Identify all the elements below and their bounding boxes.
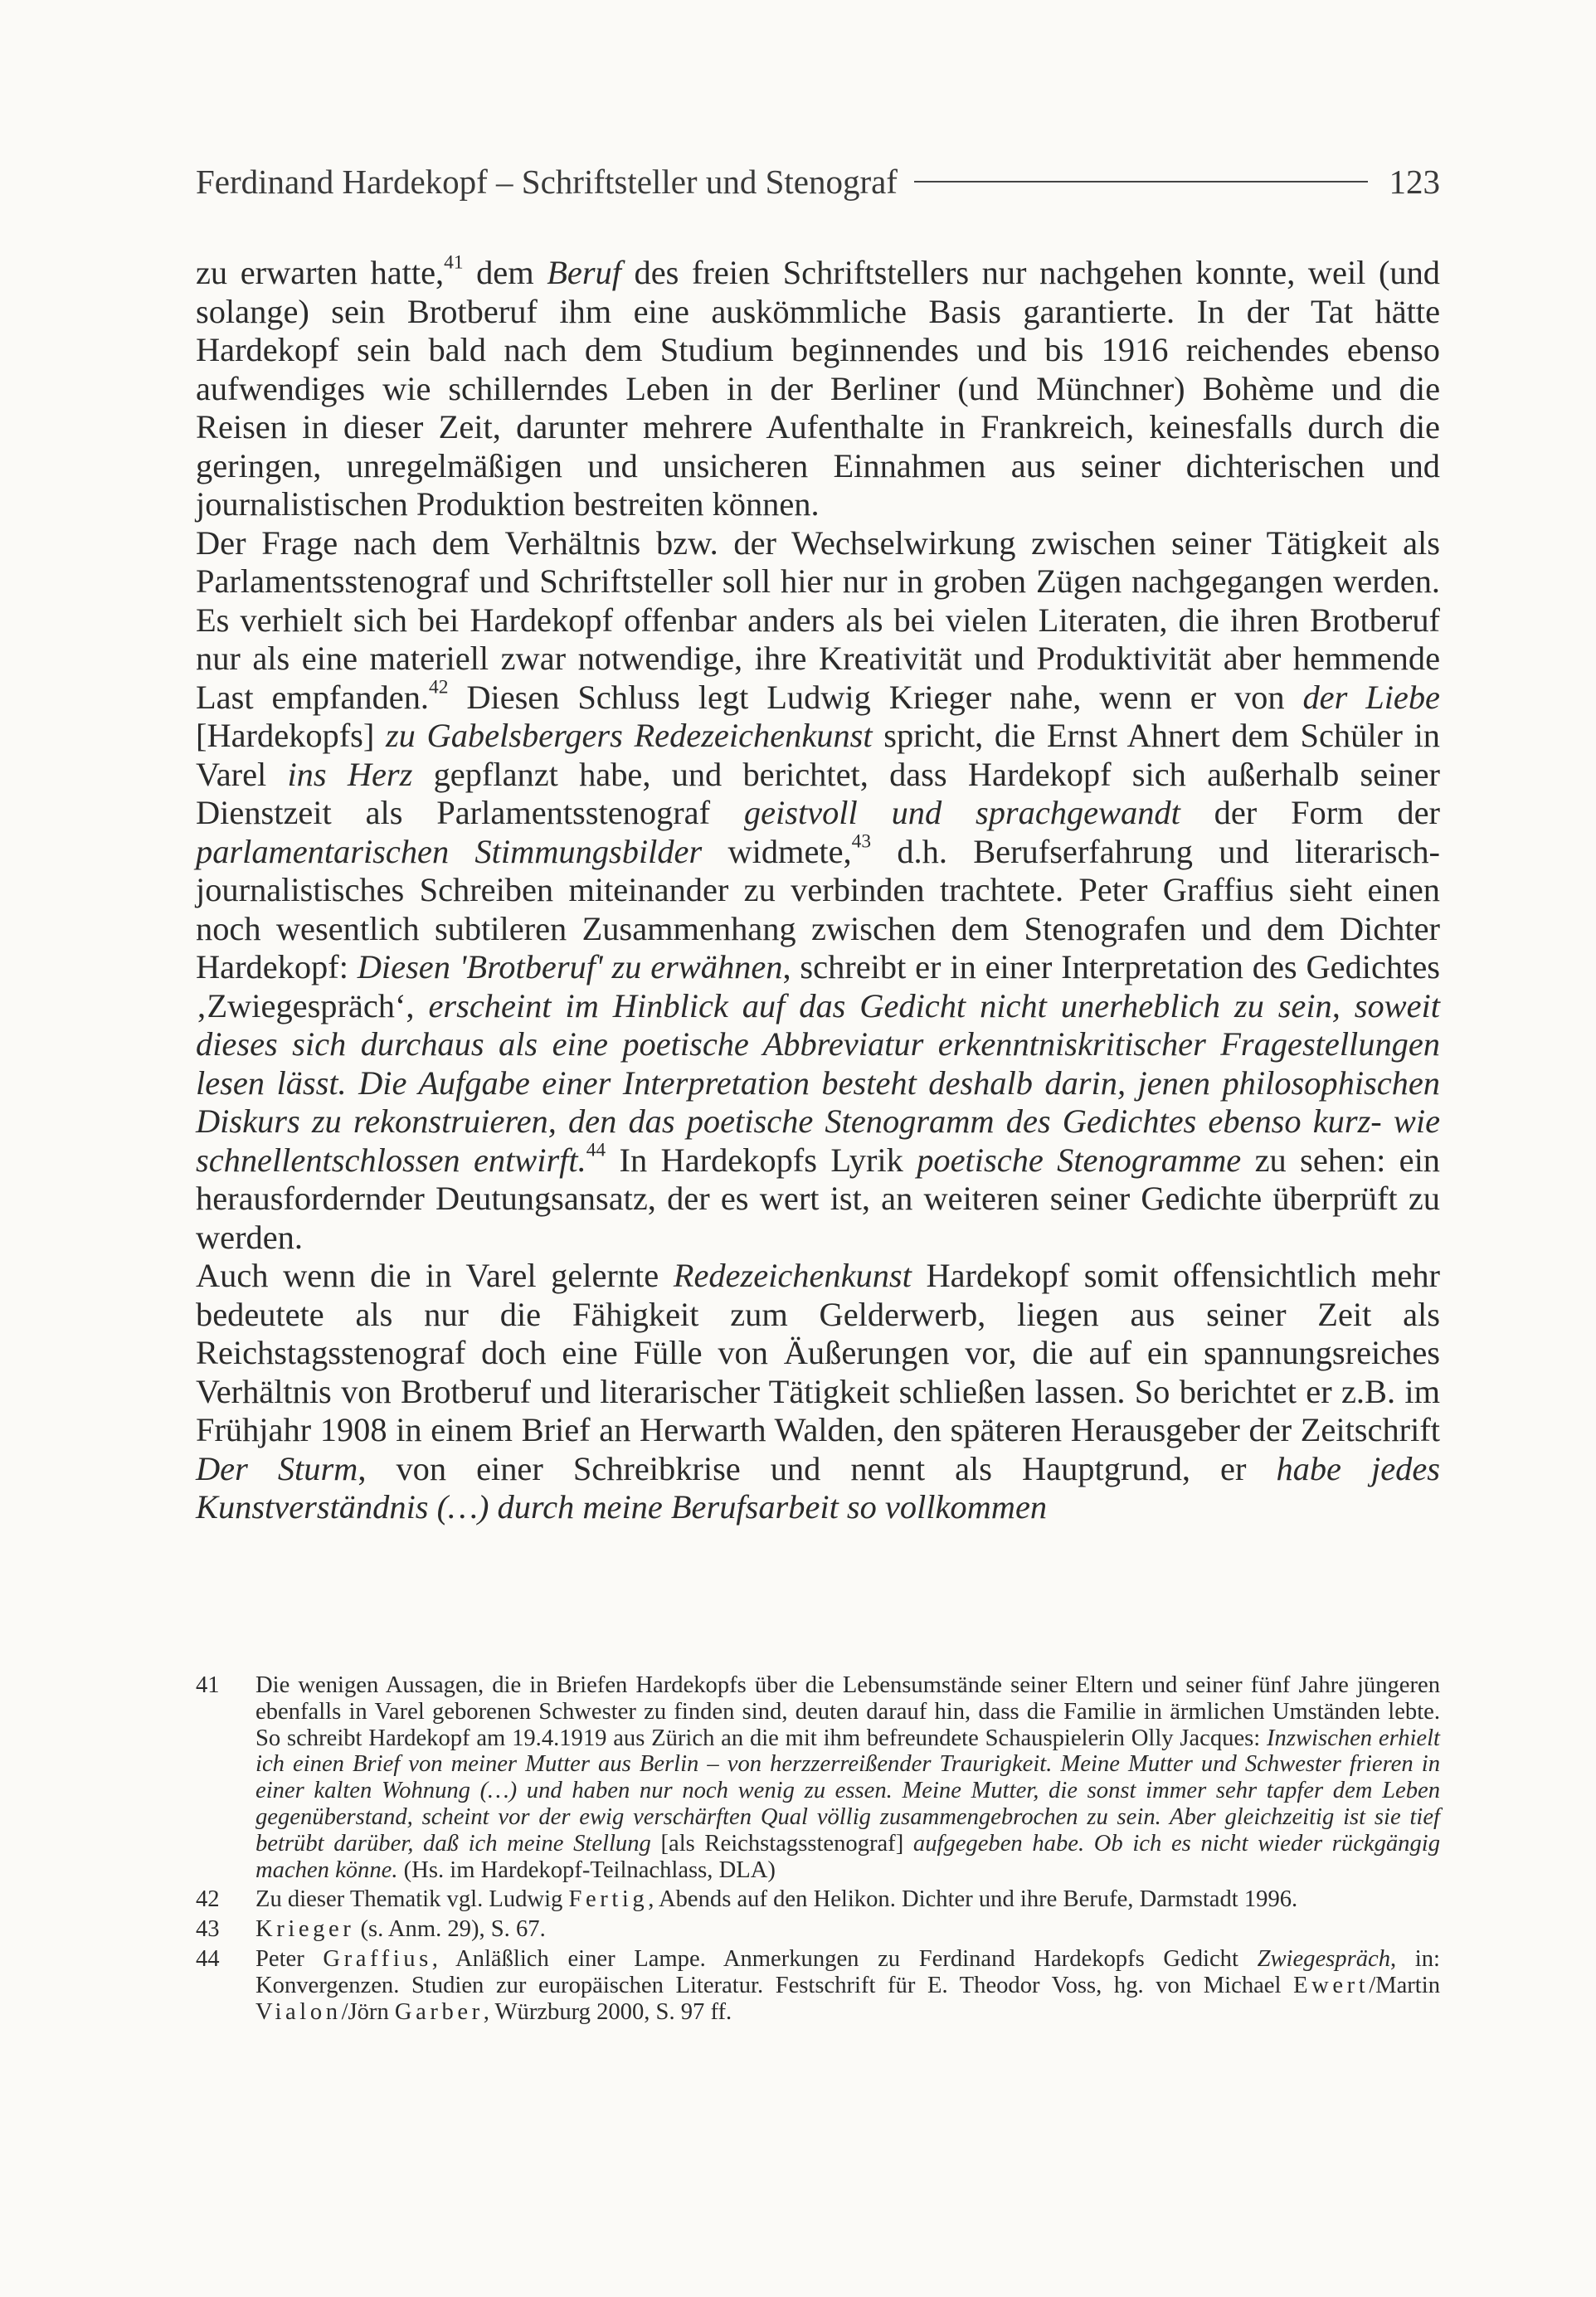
text-run: [Hardekopfs] — [196, 717, 386, 754]
italic-text: zu Gabelsbergers Redezeichenkunst — [385, 717, 873, 754]
italic-text: Diesen 'Brotberuf' zu erwähnen — [357, 948, 783, 985]
paragraph — [196, 251, 1440, 524]
footnote — [196, 1946, 1440, 2025]
footnote-text — [255, 1916, 1440, 1943]
text-run: , schreibt er in einer Interpretation des Gedichtes ‚Zwiegespräch‘, — [196, 948, 1440, 1024]
text-run: Krieger — [255, 1916, 355, 1943]
italic-text: poetische Stenogramme — [917, 1141, 1242, 1179]
text-run: /Martin — [1369, 1972, 1440, 1998]
text-run: /Jörn — [341, 1998, 395, 2025]
text-run: der Form der — [1180, 794, 1441, 831]
footnote-ref: 44 — [586, 1138, 606, 1161]
text-run: widmete, — [702, 832, 852, 870]
text-run: , Würzburg 2000, S. 97 ff. — [483, 1998, 732, 2025]
text-run: Graffius — [323, 1945, 432, 1972]
text-run: Zu dieser Thematik vgl. Ludwig — [255, 1886, 569, 1913]
text-run: , von einer Schreibkrise und nennt als Hauptgrund, er — [358, 1449, 1277, 1487]
italic-text: ins Herz — [287, 755, 413, 793]
text-run: dem — [463, 254, 547, 291]
text-run: gepflanzt habe, und berichtet, dass Hardekopf sich außerhalb seiner Dienstzeit als Parlamentsstenograf — [196, 755, 1440, 831]
header-rule — [914, 181, 1368, 182]
text-run: Diesen Schluss legt Ludwig Krieger nahe, wenn er von — [448, 678, 1303, 716]
text-run: Ewert — [1293, 1972, 1370, 1998]
text-run: d.h. Berufserfahrung und literarisch-journalistisches Schreiben miteinander zu verbinden trachtete. Peter Graffius sieht einen noch wesentlich subtileren Zusammenhang zwischen dem Stenografen und dem Dichter Hardekopf: — [196, 832, 1440, 985]
footnotes — [196, 1672, 1440, 2028]
footnote-number: 42 — [196, 1886, 220, 1913]
paragraph — [196, 524, 1440, 1258]
italic-text: erscheint im Hinblick auf das Gedicht nicht unerheblich zu sein, soweit dieses sich durchaus als eine poetische Abbreviatur erkenntniskritischer Fragestellungen lesen lässt. Die Aufgabe einer Interpretation besteht deshalb darin, jenen philosophischen Diskurs zu rekonstruieren, den das poetische Stenogramm des Gedichtes ebenso kurz- wie schnellentschlossen entwirft. — [196, 986, 1440, 1179]
italic-text: parlamentarischen Stimmungsbilder — [196, 832, 703, 870]
text-run: , Abends auf den Helikon. Dichter und ihre Berufe, Darmstadt 1996. — [648, 1886, 1298, 1913]
text-run: zu erwarten hatte, — [196, 254, 445, 291]
footnote-text — [255, 1886, 1440, 1913]
footnote — [196, 1916, 1440, 1943]
text-run: Hardekopf somit offensichtlich mehr bedeutete als nur die Fähigkeit zum Gelderwerb, liegen aus seiner Zeit als Reichstagsstenograf doch eine Fülle von Äußerungen vor, die auf ein spannungsreiches Verhältnis von Brotberuf und literarischer Tätigkeit schließen lassen. So berichtet er z.B. im Frühjahr 1908 in einem Brief an Herwarth Walden, den späteren Herausgeber der Zeitschrift — [196, 1257, 1440, 1448]
footnote-ref: 43 — [851, 830, 872, 852]
footnote-text — [255, 1672, 1440, 1883]
footnote-number: 44 — [196, 1945, 220, 1972]
text-run: Die wenigen Aussagen, die in Briefen Hardekopfs über die Lebensumstände seiner Eltern und seiner fünf Jahre jüngeren ebenfalls in Varel geborenen Schwester zu finden sind, deuten darauf hin, dass die Familie in ärmlichen Umständen lebte. So schreibt Hardekopf am 19.4.1919 aus Zürich an die mit ihm befreundete Schauspielerin Olly Jacques: — [255, 1672, 1440, 1751]
running-header — [196, 157, 1440, 207]
footnote — [196, 1672, 1440, 1883]
text-run: spricht, die Ernst Ahnert dem Schüler in Varel — [196, 717, 1440, 793]
italic-text: aufgegeben habe. Ob ich es nicht wieder rückgängig machen könne. — [255, 1830, 1440, 1883]
text-run: [als Reichstagsstenograf] — [650, 1830, 913, 1857]
text-run: (s. Anm. 29), S. 67. — [354, 1916, 546, 1943]
italic-text: Der Sturm — [196, 1449, 358, 1487]
italic-text: Redezeichenkunst — [673, 1257, 912, 1294]
italic-text: habe jedes Kunstverständnis (…) durch meine Berufsarbeit so vollkommen — [196, 1449, 1440, 1526]
footnote-text — [255, 1946, 1440, 2025]
text-run: Vialon — [255, 1998, 342, 2025]
italic-text: Inzwischen erhielt ich einen Brief von meiner Mutter aus Berlin – von herzzerreißender Traurigkeit. Meine Mutter und Schwester frieren in einer kalten Wohnung (…) und haben nur noch wenig zu essen. Meine Mutter, die sonst immer sehr tapfer dem Leben gegenüberstand, scheint vor der ewig verschärften Qual völlig zusammengebrochen zu sein. Aber gleichzeitig ist sie tief betrübt darüber, daß ich meine Stellung — [255, 1725, 1440, 1857]
text-run: Auch wenn die in Varel gelernte — [196, 1257, 674, 1294]
text-run: Peter — [255, 1945, 324, 1972]
text-run: des freien Schriftstellers nur nachgehen konnte, weil (und solange) sein Brotberuf ihm eine auskömmliche Basis garantierte. In der Tat hätte Hardekopf sein bald nach dem Studium beginnendes und bis 1916 reichendes ebenso aufwendiges wie schillerndes Leben in der Berliner (und Münchner) Bohème und die Reisen in dieser Zeit, darunter mehrere Aufenthalte in Frankreich, keinesfalls durch die geringen, unregelmäßigen und unsicheren Einnahmen aus seiner dichterischen und journalistischen Produktion bestreiten können. — [196, 254, 1440, 523]
page-number: 123 — [1389, 163, 1440, 201]
text-run: Garber — [394, 1998, 484, 2025]
footnote-number: 43 — [196, 1916, 220, 1943]
text-run: Fertig — [568, 1886, 649, 1913]
italic-text: Zwiegespräch — [1257, 1945, 1390, 1972]
italic-text: der Liebe — [1302, 678, 1440, 716]
footnote — [196, 1886, 1440, 1913]
text-run: , in: Konvergenzen. Studien zur europäischen Literatur. Festschrift für E. Theodor Voss, hg. von Michael — [255, 1945, 1440, 1998]
italic-text: Beruf — [547, 254, 621, 291]
text-run: In Hardekopfs Lyrik — [606, 1141, 917, 1179]
running-title: Ferdinand Hardekopf – Schriftsteller und Stenograf — [196, 163, 898, 201]
text-run: Der Frage nach dem Verhältnis bzw. der Wechselwirkung zwischen seiner Tätigkeit als Parlamentsstenograf und Schriftsteller soll hier nur in groben Zügen nachgegangen werden. Es verhielt sich bei Hardekopf offenbar anders als bei vielen Literaten, die ihren Brotberuf nur als eine materiell zwar notwendige, ihre Kreativität und Produktivität aber hemmende Last empfanden. — [196, 523, 1440, 716]
body-text — [196, 251, 1441, 1527]
paragraph — [196, 1257, 1440, 1527]
footnote-ref: 41 — [444, 251, 464, 274]
text-run: , Anläßlich einer Lampe. Anmerkungen zu Ferdinand Hardekopfs Gedicht — [431, 1945, 1258, 1972]
text-run: zu sehen: ein herausfordernder Deutungsansatz, der es wert ist, an weiteren seiner Gedichte überprüft zu werden. — [196, 1141, 1441, 1256]
footnote-number: 41 — [196, 1672, 220, 1698]
footnote-ref: 42 — [428, 675, 449, 698]
text-run: (Hs. im Hardekopf-Teilnachlass, DLA) — [397, 1857, 776, 1883]
italic-text: geistvoll und sprachgewandt — [743, 794, 1180, 831]
